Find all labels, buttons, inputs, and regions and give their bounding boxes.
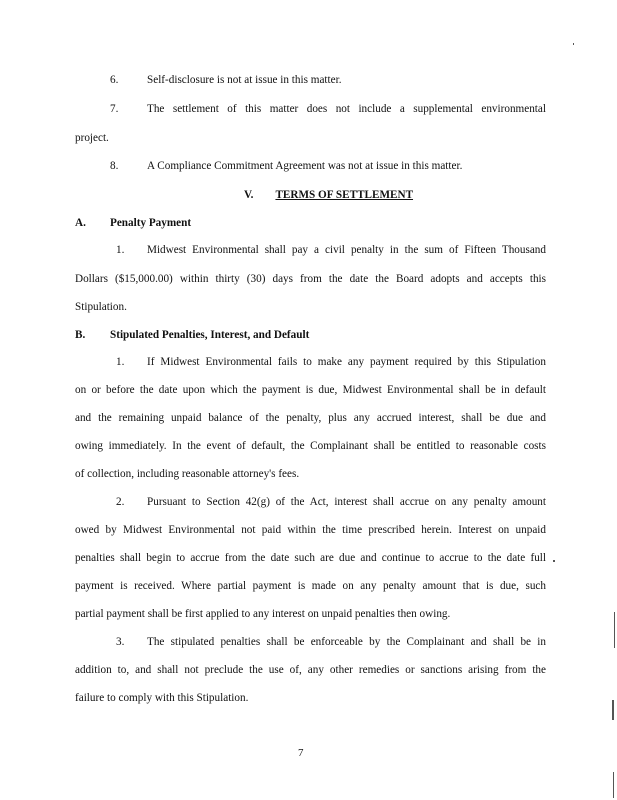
subsection-b-paragraph-1-line-2: on or before the date upon which the payment is due, Midwest Environmental shall be in default <box>75 385 546 396</box>
scan-edge-line <box>614 612 615 648</box>
subsection-a-paragraph-1-line-3: Stipulation. <box>75 301 127 313</box>
subsection-b-paragraph-1-number: 1. <box>116 356 125 368</box>
paragraph-6-text: Self-disclosure is not at issue in this matter. <box>147 74 342 86</box>
subsection-b-paragraph-3-line-1: The stipulated penalties shall be enforceable by the Complainant and shall be in <box>147 637 546 648</box>
subsection-a-paragraph-1-number: 1. <box>116 244 125 256</box>
subsection-a-paragraph-1-line-1: Midwest Environmental shall pay a civil penalty in the sum of Fifteen Thousand <box>147 245 546 256</box>
subsection-b-paragraph-1-line-5: of collection, including reasonable attorney's fees. <box>75 468 300 480</box>
section-roman-numeral: V. <box>244 189 254 201</box>
subsection-b-paragraph-3-number: 3. <box>116 636 125 648</box>
subsection-a-paragraph-1-line-2: Dollars ($15,000.00) within thirty (30) days from the date the Board adopts and accepts this <box>75 274 546 285</box>
subsection-b-letter: B. <box>75 329 86 341</box>
paragraph-7-line-1: The settlement of this matter does not include a supplemental environmental <box>147 104 546 115</box>
subsection-b-paragraph-1-line-1: If Midwest Environmental fails to make any payment required by this Stipulation <box>147 357 546 368</box>
scan-edge-line <box>612 700 614 720</box>
scan-speck <box>553 560 555 562</box>
subsection-b-paragraph-2-line-3: penalties shall begin to accrue from the date such are due and continue to accrue to the date full <box>75 553 546 564</box>
paragraph-8-text: A Compliance Commitment Agreement was not at issue in this matter. <box>147 160 463 172</box>
paragraph-6-number: 6. <box>110 74 119 86</box>
subsection-b-paragraph-3-line-2: addition to, and shall not preclude the use of, any other remedies or sanctions arising from the <box>75 665 546 676</box>
subsection-b-paragraph-2-line-4: payment is received. Where partial payment is made on any penalty amount that is due, such <box>75 581 546 592</box>
scan-speck <box>573 43 574 45</box>
subsection-b-title: Stipulated Penalties, Interest, and Default <box>110 329 310 341</box>
subsection-b-paragraph-2-line-1: Pursuant to Section 42(g) of the Act, interest shall accrue on any penalty amount <box>147 497 546 508</box>
subsection-b-paragraph-2-line-2: owed by Midwest Environmental not paid within the time prescribed herein. Interest on unpaid <box>75 525 546 536</box>
section-heading <box>244 190 413 201</box>
paragraph-8-number: 8. <box>110 160 119 172</box>
subsection-b-paragraph-2-number: 2. <box>116 496 125 508</box>
page-number: 7 <box>298 747 304 759</box>
paragraph-7-line-2: project. <box>75 132 109 144</box>
paragraph-7-number: 7. <box>110 103 119 115</box>
subsection-a-letter: A. <box>75 217 86 229</box>
scan-edge-line <box>613 772 614 798</box>
subsection-b-paragraph-3-line-3: failure to comply with this Stipulation. <box>75 692 249 704</box>
subsection-b-paragraph-1-line-4: owing immediately. In the event of default, the Complainant shall be entitled to reasonable costs <box>75 441 546 452</box>
subsection-b-paragraph-1-line-3: and the remaining unpaid balance of the penalty, plus any accrued interest, shall be due and <box>75 413 546 424</box>
subsection-a-title: Penalty Payment <box>110 217 192 229</box>
section-title: TERMS OF SETTLEMENT <box>275 189 414 201</box>
subsection-b-paragraph-2-line-5: partial payment shall be first applied to any interest on unpaid penalties then owing. <box>75 608 451 620</box>
